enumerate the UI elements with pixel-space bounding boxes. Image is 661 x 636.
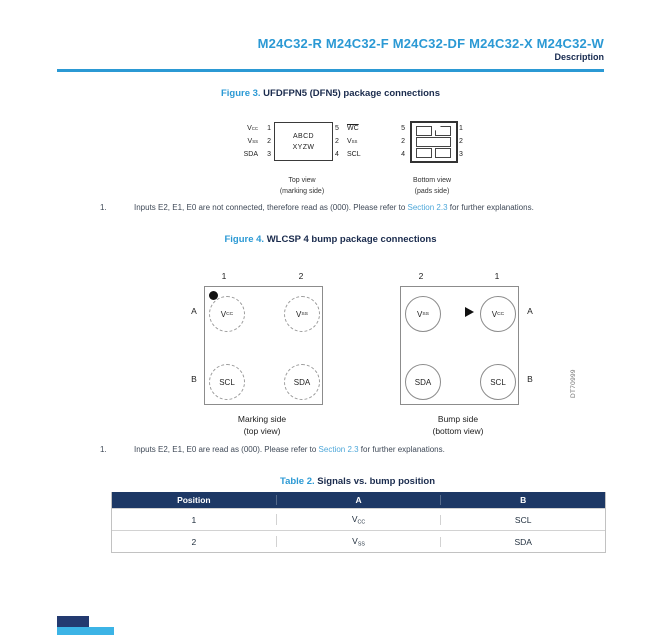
pad-number: 2	[459, 138, 463, 145]
pin-row	[225, 122, 271, 135]
pad-number: 1	[459, 125, 463, 132]
pin-name: SDA	[243, 151, 258, 158]
signal-base: V	[352, 535, 358, 546]
signal-sub: CC	[357, 519, 366, 526]
figure3-caption-text: UFDFPN5 (DFN5) package connections	[260, 88, 441, 99]
figure3-caption-label: Figure 3.	[220, 88, 261, 99]
wlcsp-marking-side-outline	[204, 286, 323, 405]
caption-line: Marking side	[237, 414, 287, 424]
table2-caption-text: Signals vs. bump position	[314, 476, 436, 487]
pad-number: 4	[401, 151, 405, 158]
dfn5-chip-outline	[274, 122, 333, 161]
bump-label: SCL	[490, 377, 506, 387]
pin-row	[225, 148, 271, 161]
pin-name: V	[247, 125, 252, 132]
caption-line: (top view)	[243, 426, 281, 436]
pin-number: 5	[335, 125, 339, 132]
bump-label: SDA	[414, 377, 432, 387]
column-label: 1	[494, 271, 500, 281]
column-label: 1	[221, 271, 227, 281]
figure4-caption	[57, 234, 604, 245]
pad-number: 3	[459, 151, 463, 158]
column-label: 2	[418, 271, 424, 281]
figure-reference-label: DT70999	[570, 369, 577, 398]
bump-label: V	[296, 309, 302, 319]
table-row	[112, 530, 605, 552]
column-header-a: A	[276, 495, 441, 505]
section-2-3-link[interactable]: Section 2.3	[407, 203, 448, 212]
table2-caption-label: Table 2.	[279, 476, 315, 487]
figure3-caption	[57, 88, 604, 99]
dfn5-right-pin-labels	[335, 122, 385, 161]
pin-name-sub: CC	[251, 126, 258, 131]
section-2-3-link[interactable]: Section 2.3	[318, 445, 359, 454]
cell-position: 1	[191, 514, 197, 525]
pin-name-sub: SS	[252, 139, 258, 144]
bump-b1	[209, 364, 245, 400]
pin-row	[335, 148, 385, 161]
row-label: A	[191, 306, 197, 316]
pin-name: V	[247, 138, 253, 145]
figure4-caption-label: Figure 4.	[224, 234, 265, 245]
bump-label: SCL	[219, 377, 235, 387]
cell-signal-b: SCL	[440, 515, 605, 525]
pin-name-sub: SS	[351, 139, 358, 144]
chip-marking-line1: ABCD	[292, 132, 315, 140]
wlcsp-marking-caption	[212, 413, 312, 437]
pin-row	[335, 122, 385, 135]
cell-signal-a	[276, 536, 441, 547]
bump-label-sub: SS	[422, 311, 429, 317]
signal-base: V	[351, 513, 358, 524]
signal-sub: SS	[357, 541, 365, 548]
bump-label: V	[417, 309, 423, 319]
figure3-note	[100, 203, 534, 212]
bump-a2	[284, 296, 320, 332]
dfn5-topview-caption	[252, 175, 352, 197]
caption-line: Bottom view	[412, 177, 452, 184]
pin-number: 2	[267, 138, 271, 145]
pin-number: 4	[335, 151, 339, 158]
table-row	[112, 508, 605, 530]
signals-table	[111, 492, 606, 553]
header-divider	[57, 69, 604, 72]
bump-b2	[405, 364, 441, 400]
row-label: B	[527, 374, 533, 384]
bump-label-sub: CC	[226, 311, 234, 317]
bump-a1	[480, 296, 516, 332]
dfn5-left-pin-labels	[225, 122, 271, 161]
wlcsp-bump-side-outline	[400, 286, 519, 405]
page-title: M24C32-R M24C32-F M24C32-DF M24C32-X M24C32-W	[257, 36, 604, 51]
pad-5	[416, 126, 432, 136]
caption-line: (bottom view)	[432, 426, 484, 436]
bump-b1	[480, 364, 516, 400]
pin-name: V	[347, 138, 352, 145]
bump-label-sub: CC	[497, 311, 505, 317]
chip-marking-line2: XYZW	[292, 143, 315, 151]
pin-name: SCL	[347, 151, 361, 158]
table-header-row	[112, 492, 605, 508]
column-label: 2	[298, 271, 304, 281]
section-subtitle: Description	[554, 52, 604, 62]
caption-line: Top view	[288, 177, 316, 184]
table2-caption	[111, 476, 604, 487]
pad-3	[435, 148, 451, 158]
pin-name: $\overline{WC}$	[347, 125, 359, 132]
figure4-note	[100, 445, 445, 454]
note-text: for further explanations.	[358, 445, 445, 454]
note-number: 1.	[100, 203, 107, 212]
cell-position: 2	[191, 536, 197, 547]
pin-number: 1	[267, 125, 271, 132]
pin-number: 2	[335, 138, 339, 145]
bump-label: V	[491, 309, 498, 319]
pin-number: 3	[267, 151, 271, 158]
pin1-triangle-icon	[465, 307, 474, 317]
note-text: Inputs E2, E1, E0 are not connected, therefore read as (000). Please refer to	[134, 203, 408, 212]
column-header-position: Position	[177, 495, 211, 505]
figure4-caption-text: WLCSP 4 bump package connections	[264, 234, 437, 245]
pad-number: 2	[401, 138, 405, 145]
bump-label: SDA	[293, 377, 311, 387]
dfn5-bottom-left-nums	[393, 122, 405, 161]
bump-label: V	[220, 309, 227, 319]
dfn5-bottomview-caption	[382, 175, 482, 197]
dfn5-bottom-right-nums	[459, 122, 471, 161]
pin-row	[225, 135, 271, 148]
bump-a2	[405, 296, 441, 332]
footer-blue-bar	[57, 627, 114, 635]
bump-a1	[209, 296, 245, 332]
dfn5-bottomview-outline	[410, 121, 458, 163]
column-header-b: B	[440, 495, 605, 505]
pad-1-chamfered	[435, 126, 451, 136]
cell-signal-b: SDA	[440, 537, 605, 547]
caption-line: (pads side)	[414, 188, 450, 195]
note-number: 1.	[100, 445, 107, 454]
caption-line: Bump side	[437, 414, 479, 424]
caption-line: (marking side)	[279, 188, 325, 195]
pin-row	[335, 135, 385, 148]
pad-number: 5	[401, 125, 405, 132]
pad-2-center	[416, 137, 451, 147]
bump-b2	[284, 364, 320, 400]
footer-navy-bar	[57, 616, 89, 627]
row-label: A	[527, 306, 533, 316]
bump-label-sub: SS	[301, 311, 308, 317]
row-label: B	[191, 374, 197, 384]
note-text: Inputs E2, E1, E0 are read as (000). Please refer to	[134, 445, 319, 454]
note-text: for further explanations.	[447, 203, 534, 212]
cell-signal-a	[276, 514, 441, 525]
wlcsp-bump-caption	[408, 413, 508, 437]
pad-4	[416, 148, 432, 158]
